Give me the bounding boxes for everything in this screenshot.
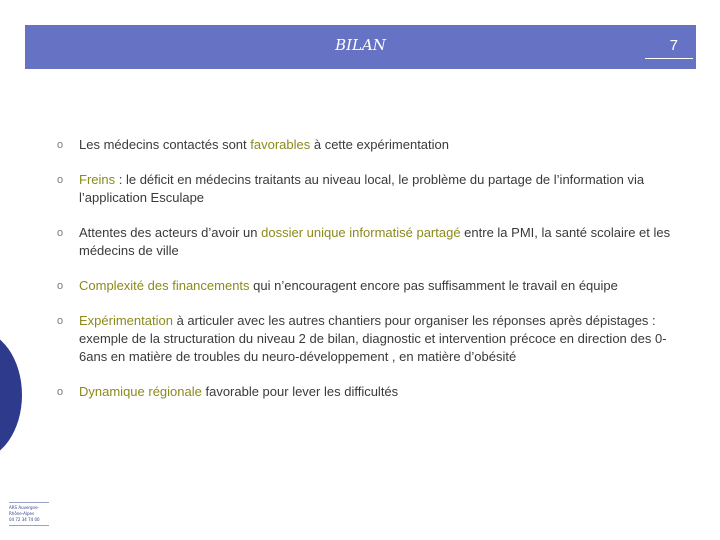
header-bar bbox=[25, 25, 696, 69]
footer-logo bbox=[9, 502, 49, 526]
page-title: BILAN bbox=[335, 36, 386, 54]
highlight-text: dossier unique informatisé partagé bbox=[261, 225, 461, 240]
bullet-text: à articuler avec les autres chantiers pour organiser les réponses après dépistages : exemple de la structuration du niveau 2 de bilan, diagnostic et intervention précoce en direction des 0-6ans en matière de troubles du neuro-développement , en matière d’obésité bbox=[79, 313, 667, 364]
footer-line: ARS Auvergne- bbox=[9, 505, 39, 510]
highlight-text: Complexité des financements bbox=[79, 278, 250, 293]
bullet-circle-icon: o bbox=[57, 315, 64, 327]
footer-line: Rhône-Alpes bbox=[9, 511, 35, 516]
list-item bbox=[57, 171, 672, 207]
bullet-text: Les médecins contactés sont bbox=[79, 137, 251, 152]
bullet-circle-icon: o bbox=[57, 174, 64, 186]
bullet-text: favorable pour lever les difficultés bbox=[201, 384, 399, 399]
highlight-text: favorables bbox=[250, 137, 311, 152]
highlight-text: Dynamique régionale bbox=[79, 384, 202, 399]
decorative-arc bbox=[0, 330, 22, 460]
bullet-text: : le déficit en médecins traitants au niveau local, le problème du partage de l’information via l’application Esculape bbox=[79, 172, 645, 205]
bullet-circle-icon: o bbox=[57, 386, 64, 398]
footer-line: 04 72 34 74 00 bbox=[9, 517, 40, 522]
list-item bbox=[57, 224, 672, 260]
highlight-text: Expérimentation bbox=[79, 313, 173, 328]
slide-number: 7 bbox=[669, 37, 678, 54]
bullet-text: entre la PMI, la santé scolaire et les médecins de ville bbox=[79, 225, 671, 258]
slide-number-underline bbox=[645, 58, 693, 59]
bullet-text: à cette expérimentation bbox=[310, 137, 449, 152]
list-item bbox=[57, 277, 672, 295]
list-item bbox=[57, 136, 672, 154]
highlight-text: Freins bbox=[79, 172, 116, 187]
list-item bbox=[57, 383, 672, 401]
bullet-circle-icon: o bbox=[57, 139, 64, 151]
bullet-list bbox=[57, 136, 672, 418]
bullet-text: Attentes des acteurs d’avoir un bbox=[79, 225, 262, 240]
bullet-circle-icon: o bbox=[57, 227, 64, 239]
bullet-circle-icon: o bbox=[57, 280, 64, 292]
list-item bbox=[57, 312, 672, 366]
bullet-text: qui n’encouragent encore pas suffisamment le travail en équipe bbox=[249, 278, 618, 293]
